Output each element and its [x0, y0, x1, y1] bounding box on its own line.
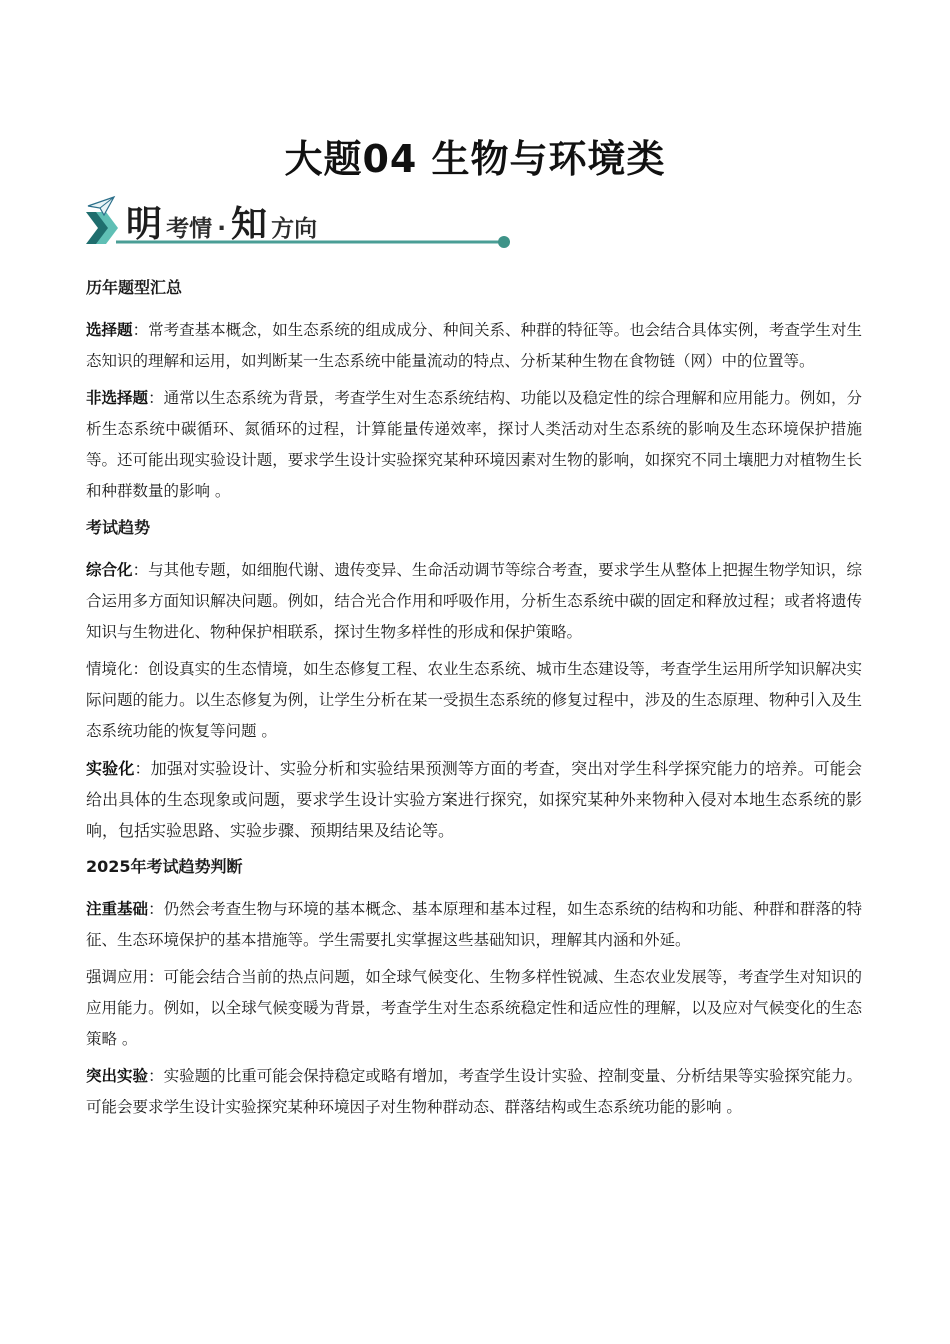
banner-text-1: 考情 — [166, 216, 213, 242]
text-application: 强调应用：可能会结合当前的热点问题，如全球气候变化、生物多样性锐减、生态农业发展等，考查学生对知识的应用能力。例如，以全球气候变暖为背景，考查学生对生态系统稳定性和适应性的理解，以及应对气候变化的生态策略 。 — [86, 968, 862, 1048]
main-content — [86, 273, 862, 1129]
banner-char-2: 知 — [231, 203, 267, 245]
heading-trend: 考试趋势 — [86, 518, 151, 537]
paper-plane-icon — [86, 194, 116, 218]
label-experimental: 实验化 — [86, 759, 135, 778]
page-title: 大题04 生物与环境类 — [284, 137, 666, 181]
paragraph-situational — [86, 654, 862, 747]
text-situational: 情境化：创设真实的生态情境，如生态修复工程、农业生态系统、城市生态建设等，考查学生运用所学知识解决实际问题的能力。以生态修复为例，让学生分析在某一受损生态系统的修复过程中，涉及的生态原理、物种引入及生态系统功能的恢复等问题 。 — [86, 660, 862, 740]
banner-end-dot — [498, 236, 510, 248]
banner-dot: · — [217, 216, 226, 242]
text-nonchoice: ：通常以生态系统为背景，考查学生对生态系统结构、功能以及稳定性的综合理解和应用能力。例如，分析生态系统中碳循环、氮循环的过程，计算能量传递效率，探讨人类活动对生态系统的影响及生态环境保护措施等。还可能出现实验设计题，要求学生设计实验探究某种环境因素对生物的影响，如探究不同土壤肥力对植物生长和种群数量的影响 。 — [86, 389, 862, 500]
paragraph-application — [86, 962, 862, 1055]
heading-history: 历年题型汇总 — [86, 278, 183, 297]
section-banner — [86, 194, 516, 256]
paragraph-basics — [86, 894, 862, 956]
label-nonchoice: 非选择题 — [86, 389, 149, 407]
label-experiment: 突出实验 — [86, 1067, 149, 1085]
banner-char-1: 明 — [126, 203, 162, 245]
text-comprehensive: ：与其他专题，如细胞代谢、遗传变异、生命活动调节等综合考查，要求学生从整体上把握生物学知识，综合运用多方面知识解决问题。例如，结合光合作用和呼吸作用，分析生态系统中碳的固定和释放过程；或者将遗传知识与生物进化、物种保护相联系，探讨生物多样性的形成和保护策略。 — [86, 561, 862, 641]
text-basics: ：仍然会考查生物与环境的基本概念、基本原理和基本过程，如生态系统的结构和功能、种群和群落的特征、生态环境保护的基本措施等。学生需要扎实掌握这些基础知识，理解其内涵和外延。 — [86, 900, 862, 949]
heading-forecast: 2025年考试趋势判断 — [86, 857, 243, 876]
paragraph-comprehensive — [86, 555, 862, 648]
text-experimental: ：加强对实验设计、实验分析和实验结果预测等方面的考查，突出对学生科学探究能力的培养。可能会给出具体的生态现象或问题，要求学生设计实验方案进行探究，如探究某种外来物种入侵对本地生态系统的影响，包括实验思路、实验步骤、预期结果及结论等。 — [86, 759, 862, 840]
text-choice: ：常考查基本概念，如生态系统的组成成分、种间关系、种群的特征等。也会结合具体实例，考查学生对生态知识的理解和运用，如判断某一生态系统中能量流动的特点、分析某种生物在食物链（网）中的位置等。 — [86, 321, 862, 370]
text-experiment: ：实验题的比重可能会保持稳定或略有增加，考查学生设计实验、控制变量、分析结果等实验探究能力。可能会要求学生设计实验探究某种环境因子对生物种群动态、群落结构或生态系统功能的影响 。 — [86, 1067, 862, 1116]
banner-text-2: 方向 — [271, 216, 318, 242]
label-basics: 注重基础 — [86, 900, 149, 918]
label-comprehensive: 综合化 — [86, 561, 133, 579]
paragraph-nonchoice — [86, 383, 862, 507]
paragraph-experimental — [86, 753, 862, 846]
label-choice: 选择题 — [86, 321, 133, 339]
paragraph-experiment — [86, 1061, 862, 1123]
paragraph-choice — [86, 315, 862, 377]
